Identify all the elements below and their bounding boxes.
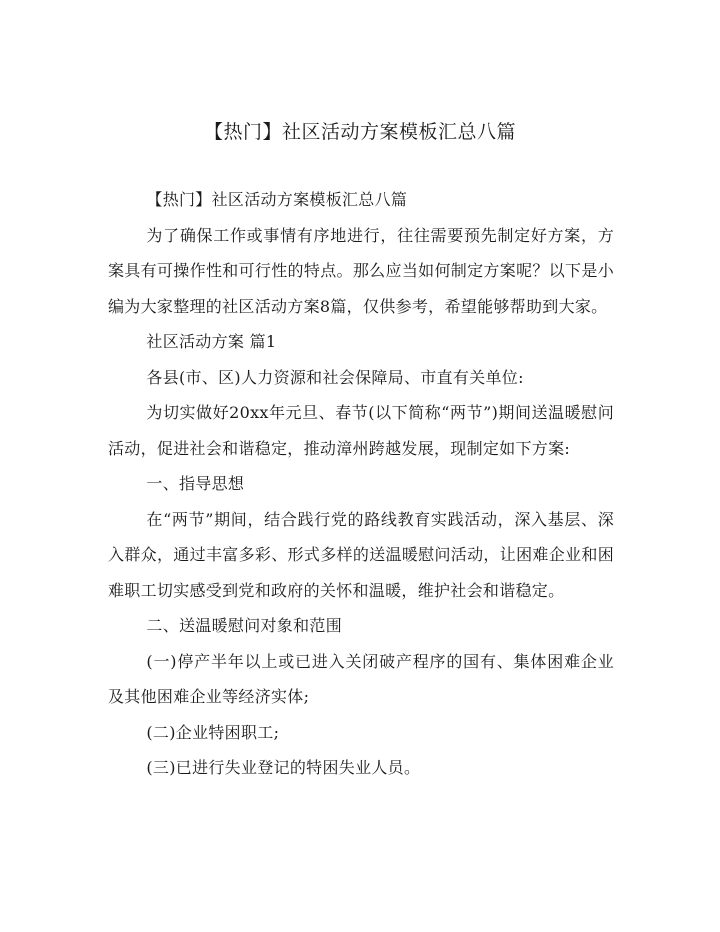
purpose-paragraph: 为切实做好20xx年元旦、春节(以下简称“两节”)期间送温暖慰问活动，促进社会和谐稳定，推动漳州跨越发展，现制定如下方案:: [108, 403, 614, 458]
addressee-line: 各县(市、区)人力资源和社会保障局、市直有关单位:: [146, 367, 524, 387]
intro-heading: 【热门】社区活动方案模板汇总八篇: [146, 190, 408, 209]
heading-guiding-ideology: 一、指导思想: [146, 474, 245, 493]
list-item-2: (二)企业特困职工;: [146, 722, 280, 742]
guiding-ideology-paragraph: 在“两节”期间，结合践行党的路线教育实践活动，深入基层、深入群众，通过丰富多彩、形式多样的送温暖慰问活动，让困难企业和困难职工切实感受到党和政府的关怀和温暖，维护社会和谐稳定。: [108, 509, 614, 600]
document-body: [108, 182, 614, 786]
list-item-1: (一)停产半年以上或已进入关闭破产程序的国有、集体困难企业及其他困难企业等经济实体;: [108, 651, 614, 706]
document-title: 【热门】社区活动方案模板汇总八篇: [203, 121, 516, 143]
section-title-plan-1: 社区活动方案 篇1: [146, 332, 277, 351]
heading-targets-scope: 二、送温暖慰问对象和范围: [146, 616, 342, 635]
list-item-3: (三)已进行失业登记的特困失业人员。: [146, 758, 421, 777]
intro-paragraph: 为了确保工作或事情有序地进行，往往需要预先制定好方案，方案具有可操作性和可行性的特点。那么应当如何制定方案呢？以下是小编为大家整理的社区活动方案8篇，仅供参考，希望能够帮助到大家。: [108, 225, 614, 316]
